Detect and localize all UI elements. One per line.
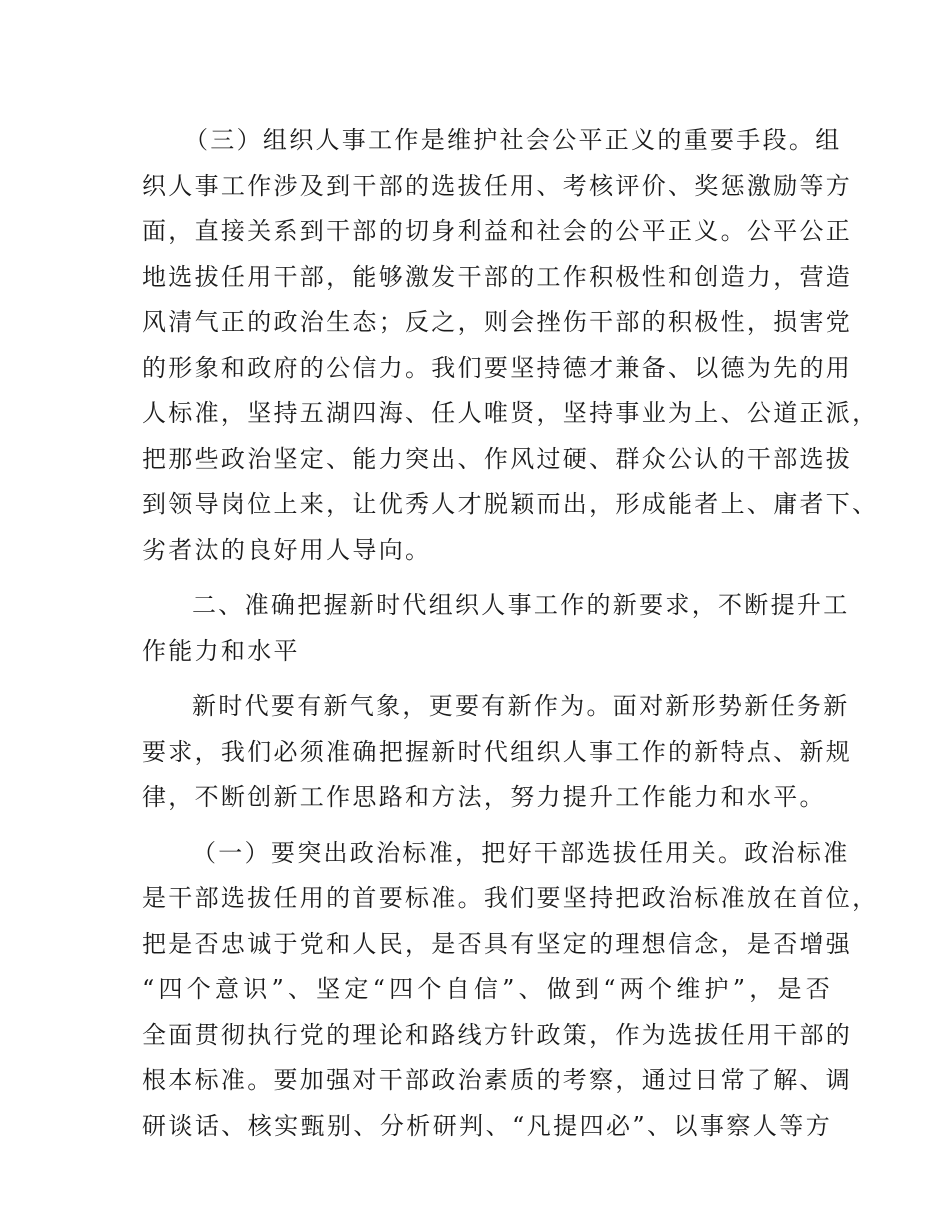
- text-line: （三）组织人事工作是维护社会公平正义的重要手段。组: [184, 126, 842, 154]
- text-line: 风清气正的政治生态；反之，则会挫伤干部的积极性，损害党: [142, 308, 853, 336]
- text-line: “四个意识”、坚定“四个自信”、做到“两个维护”，是否: [142, 975, 832, 1003]
- text-line: 新时代要有新气象，更要有新作为。面对新形势新任务新: [192, 692, 850, 720]
- text-line: 是干部选拔任用的首要标准。我们要坚持把政治标准放在首位，: [142, 884, 879, 912]
- text-line: 的形象和政府的公信力。我们要坚持德才兼备、以德为先的用: [142, 353, 853, 382]
- text-line: 劣者汰的良好用人导向。: [142, 535, 432, 564]
- document-body: [142, 118, 879, 1149]
- paragraph-subsection-1: [142, 831, 879, 1150]
- text-line: 人标准，坚持五湖四海、任人唯贤，坚持事业为上、公道正派，: [142, 399, 879, 427]
- text-line: 全面贯彻执行党的理论和路线方针政策，作为选拔任用干部的: [142, 1020, 853, 1049]
- text-line: 律，不断创新工作思路和方法，努力提升工作能力和水平。: [142, 783, 826, 811]
- text-line: 织人事工作涉及到干部的选拔任用、考核评价、奖惩激励等方: [142, 171, 853, 200]
- text-line: 要求，我们必须准确把握新时代组织人事工作的新特点、新规: [142, 737, 853, 766]
- text-line: 把那些政治坚定、能力突出、作风过硬、群众公认的干部选拔: [142, 444, 853, 473]
- section-heading-2: [142, 583, 850, 674]
- text-line: 面，直接关系到干部的切身利益和社会的公平正义。公平公正: [142, 217, 853, 245]
- text-line: 研谈话、核实甄别、分析研判、“凡提四必”、以事察人等方: [142, 1111, 832, 1140]
- text-line: 地选拔任用干部，能够激发干部的工作积极性和创造力，营造: [142, 262, 853, 291]
- text-line: 把是否忠诚于党和人民，是否具有坚定的理想信念，是否增强: [142, 929, 853, 958]
- paragraph-section-3: [142, 118, 879, 573]
- text-line: （一）要突出政治标准，把好干部选拔任用关。政治标准: [192, 838, 850, 867]
- heading-line: 作能力和水平: [142, 636, 300, 665]
- text-line: 到领导岗位上来，让优秀人才脱颖而出，形成能者上、庸者下、: [142, 490, 879, 518]
- heading-line: 二、准确把握新时代组织人事工作的新要求，不断提升工: [192, 591, 850, 619]
- paragraph-intro: [142, 684, 853, 821]
- text-line: 根本标准。要加强对干部政治素质的考察，通过日常了解、调: [142, 1066, 853, 1094]
